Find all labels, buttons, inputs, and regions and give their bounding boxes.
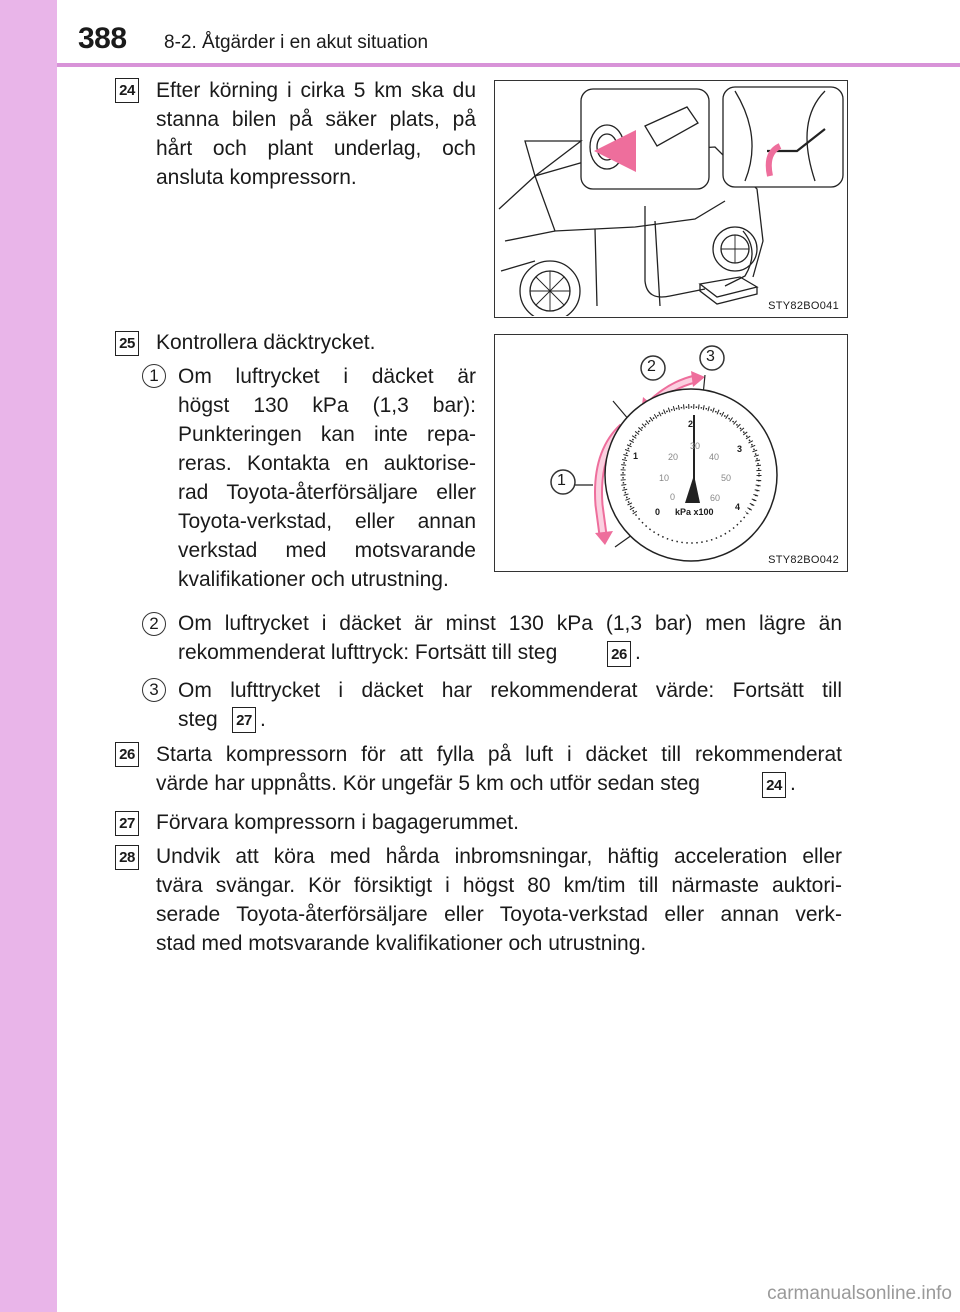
callout-3: 3 xyxy=(706,348,715,365)
step-28-text xyxy=(156,842,842,958)
text-line: ansluta kompressorn. xyxy=(156,166,357,189)
text-line: tvära svängar. Kör försiktigt i högst 80 km/tim till närmaste auktori- xyxy=(156,874,842,897)
text-line: rad Toyota-återförsäljare eller xyxy=(178,481,476,504)
gauge-kpa-60: 60 xyxy=(710,493,721,503)
text-line: serade Toyota-återförsäljare eller Toyota-verkstad eller annan verk- xyxy=(156,903,842,926)
text-line: Toyota-verkstad, eller annan xyxy=(178,510,476,533)
item-3-text xyxy=(178,676,842,734)
item-marker-2: 2 xyxy=(142,612,166,636)
step-ref-24: 24 xyxy=(762,772,786,798)
text-line: stad med motsvarande kvalifikationer och utrustning. xyxy=(156,932,647,955)
text-line: verkstad med motsvarande xyxy=(178,539,476,562)
text-line: Starta kompressorn för att fylla på luft i däcket till rekommenderat xyxy=(156,743,842,766)
gauge-kpa-40: 40 xyxy=(709,452,720,462)
text-line: Undvik att köra med hårda inbromsningar, häftig acceleration eller xyxy=(156,845,842,868)
callout-2: 2 xyxy=(647,358,656,375)
gauge-unit-label: kPa x100 xyxy=(675,507,714,517)
gauge-bar-3: 3 xyxy=(737,444,743,454)
gauge-kpa-30: 30 xyxy=(690,441,701,451)
figure-code: STY82BO041 xyxy=(768,300,839,312)
text-line: Punkteringen kan inte repa- xyxy=(178,423,476,446)
text-line: Efter körning i cirka 5 km ska du xyxy=(156,79,476,102)
text-line: högst 130 kPa (1,3 bar): xyxy=(178,394,476,417)
text-line: reras. Kontakta en auktorise- xyxy=(178,452,476,475)
text-line: värde har uppnåtts. Kör ungefär 5 km och utför sedan steg xyxy=(156,772,700,795)
text-line: Om lufttrycket i däcket har rekommenderat värde: Fortsätt till xyxy=(178,679,842,702)
page-number: 388 xyxy=(78,22,127,55)
text-line xyxy=(178,638,842,667)
text-line: stanna bilen på säker plats, på xyxy=(156,108,476,131)
step-marker-28: 28 xyxy=(115,845,139,870)
text-line: Om luftrycket i däcket är minst 130 kPa (1,3 bar) men lägre än xyxy=(178,612,842,635)
section-title: 8-2. Åtgärder i en akut situation xyxy=(164,32,429,53)
gauge-bar-1: 1 xyxy=(633,451,639,461)
header-divider xyxy=(57,63,960,67)
gauge-kpa-20: 20 xyxy=(668,452,679,462)
item-marker-3: 3 xyxy=(142,678,166,702)
watermark: carmanualsonline.info xyxy=(767,1283,952,1304)
callout-1: 1 xyxy=(557,472,566,489)
period: . xyxy=(635,641,641,664)
gauge-kpa-10: 10 xyxy=(659,473,670,483)
step-ref-27: 27 xyxy=(232,707,256,733)
item-2-text xyxy=(178,609,842,667)
side-color-band xyxy=(0,0,57,1312)
step-25-text: Kontrollera däcktrycket. xyxy=(156,331,376,354)
gauge-kpa-50: 50 xyxy=(721,473,732,483)
step-26-text xyxy=(156,740,842,798)
step-marker-26: 26 xyxy=(115,742,139,767)
step-ref-26: 26 xyxy=(607,641,631,667)
item-1-text xyxy=(178,362,476,594)
step-24-text xyxy=(156,76,476,192)
period: . xyxy=(790,772,796,795)
text-line: kvalifikationer och utrustning. xyxy=(178,568,449,591)
gauge-bar-2: 2 xyxy=(688,419,694,429)
gauge-bar-0: 0 xyxy=(655,507,661,517)
text-fragment: rekommenderat lufttryck: Fortsätt till steg xyxy=(178,641,558,664)
item-marker-1: 1 xyxy=(142,364,166,388)
step-marker-25: 25 xyxy=(115,331,139,356)
car-and-compressor-drawing xyxy=(495,81,846,316)
pressure-gauge-illustration xyxy=(494,334,848,572)
text-line: hårt och plant underlag, och xyxy=(156,137,476,160)
text-line: steg xyxy=(178,708,218,731)
gauge-bar-4: 4 xyxy=(735,502,741,512)
gauge-kpa-0: 0 xyxy=(670,492,676,502)
step-marker-27: 27 xyxy=(115,811,139,836)
step-27-text: Förvara kompressorn i bagagerummet. xyxy=(156,811,519,834)
step-marker-24: 24 xyxy=(115,78,139,103)
figure-code: STY82BO042 xyxy=(768,554,839,566)
compressor-connection-illustration xyxy=(494,80,848,318)
text-line: Om luftrycket i däcket är xyxy=(178,365,476,388)
period: . xyxy=(260,708,266,731)
